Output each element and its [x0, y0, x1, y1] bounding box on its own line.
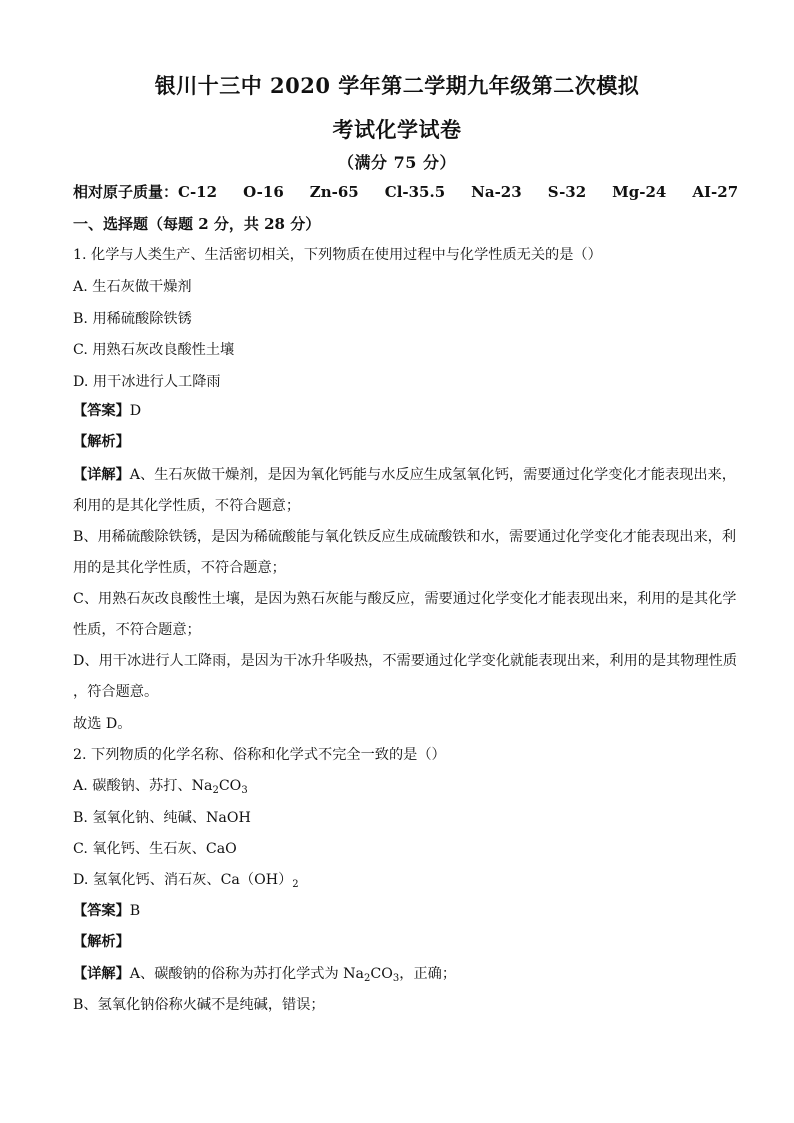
answer-value: D — [129, 403, 142, 419]
answer-tag: 【答案】 — [73, 903, 130, 919]
answer-tag: 【答案】 — [73, 403, 130, 419]
detail-tag: 【详解】 — [73, 467, 130, 483]
atomic-mass-item: Mg-24 — [612, 183, 667, 201]
question-1-detail-line: 性质，不符合题意； — [73, 622, 201, 638]
question-1-option-b: B. 用稀硫酸除铁锈 — [73, 311, 192, 327]
atomic-mass-line — [73, 181, 764, 202]
question-1-option-c: C. 用熟石灰改良酸性土壤 — [73, 342, 235, 358]
question-2-analysis-tag: 【解析】 — [73, 934, 130, 950]
question-2-answer — [73, 900, 140, 920]
detail-tag: 【详解】 — [73, 966, 130, 982]
question-1-detail-line: B、用稀硫酸除铁锈，是因为稀硫酸能与氧化铁反应生成硫酸铁和水，需要通过化学变化才能表现出来，利 — [73, 529, 737, 545]
question-1-detail-line: ，符合题意。 — [73, 684, 159, 700]
question-1-stem: 1. 化学与人类生产、生活密切相关，下列物质在使用过程中与化学性质无关的是（） — [73, 247, 602, 263]
atomic-mass-item: C-12 — [178, 183, 218, 201]
detail-text: A、生石灰做干燥剂，是因为氧化钙能与水反应生成氢氧化钙，需要通过化学变化才能表现出来， — [129, 467, 736, 483]
question-1-analysis-tag: 【解析】 — [73, 434, 130, 450]
exam-score: （满分 75 分） — [338, 153, 456, 172]
atomic-mass-label: 相对原子质量： — [73, 183, 179, 201]
question-2-detail-line: 【详解】A、碳酸钠的俗称为苏打化学式为 $Na_2CO_3$，正确； — [73, 966, 457, 984]
question-1-detail-line: D、用干冰进行人工降雨，是因为干冰升华吸热，不需要通过化学变化就能表现出来，利用的是其物理性质 — [73, 653, 738, 669]
section-heading: 一、选择题（每题 2 分，共 28 分） — [73, 215, 321, 233]
question-1-detail-line — [73, 464, 736, 484]
atomic-mass-item: Na-23 — [471, 183, 522, 201]
question-1-option-a: A. 生石灰做干燥剂 — [73, 279, 192, 295]
answer-value: B — [129, 903, 141, 919]
atomic-mass-item: AI-27 — [692, 183, 739, 201]
question-1-detail-line: 用的是其化学性质，不符合题意； — [73, 560, 286, 576]
atomic-mass-item: Zn-65 — [309, 183, 359, 201]
question-2-option-b: B. 氢氧化钠、纯碱、NaOH — [73, 810, 251, 826]
question-1-detail-line: 利用的是其化学性质，不符合题意； — [73, 498, 301, 514]
question-2-option-d: D. 氢氧化钙、消石灰、$Ca(OH)_2$ — [73, 872, 299, 890]
question-2-stem: 2. 下列物质的化学名称、俗称和化学式不完全一致的是（） — [73, 747, 446, 763]
exam-subtitle: 考试化学试卷 — [332, 117, 462, 142]
question-2-option-a: A. 碳酸钠、苏打、$Na_2CO_3$ — [73, 778, 248, 796]
exam-title: 银川十三中 2020 学年第二学期九年级第二次模拟 — [154, 73, 640, 98]
atomic-mass-item: S-32 — [547, 183, 587, 201]
atomic-mass-item: O-16 — [243, 183, 284, 201]
question-2-detail-line: B、氢氧化钠俗称火碱不是纯碱，错误； — [73, 997, 325, 1013]
question-1-conclusion: 故选 D。 — [73, 716, 132, 732]
atomic-mass-item: Cl-35.5 — [384, 183, 446, 201]
question-1-detail-line: C、用熟石灰改良酸性土壤，是因为熟石灰能与酸反应，需要通过化学变化才能表现出来，利用的是其化学 — [73, 591, 737, 607]
question-1-answer — [73, 400, 141, 420]
question-1-option-d: D. 用干冰进行人工降雨 — [73, 374, 221, 390]
question-2-option-c: C. 氧化钙、生石灰、CaO — [73, 841, 237, 857]
